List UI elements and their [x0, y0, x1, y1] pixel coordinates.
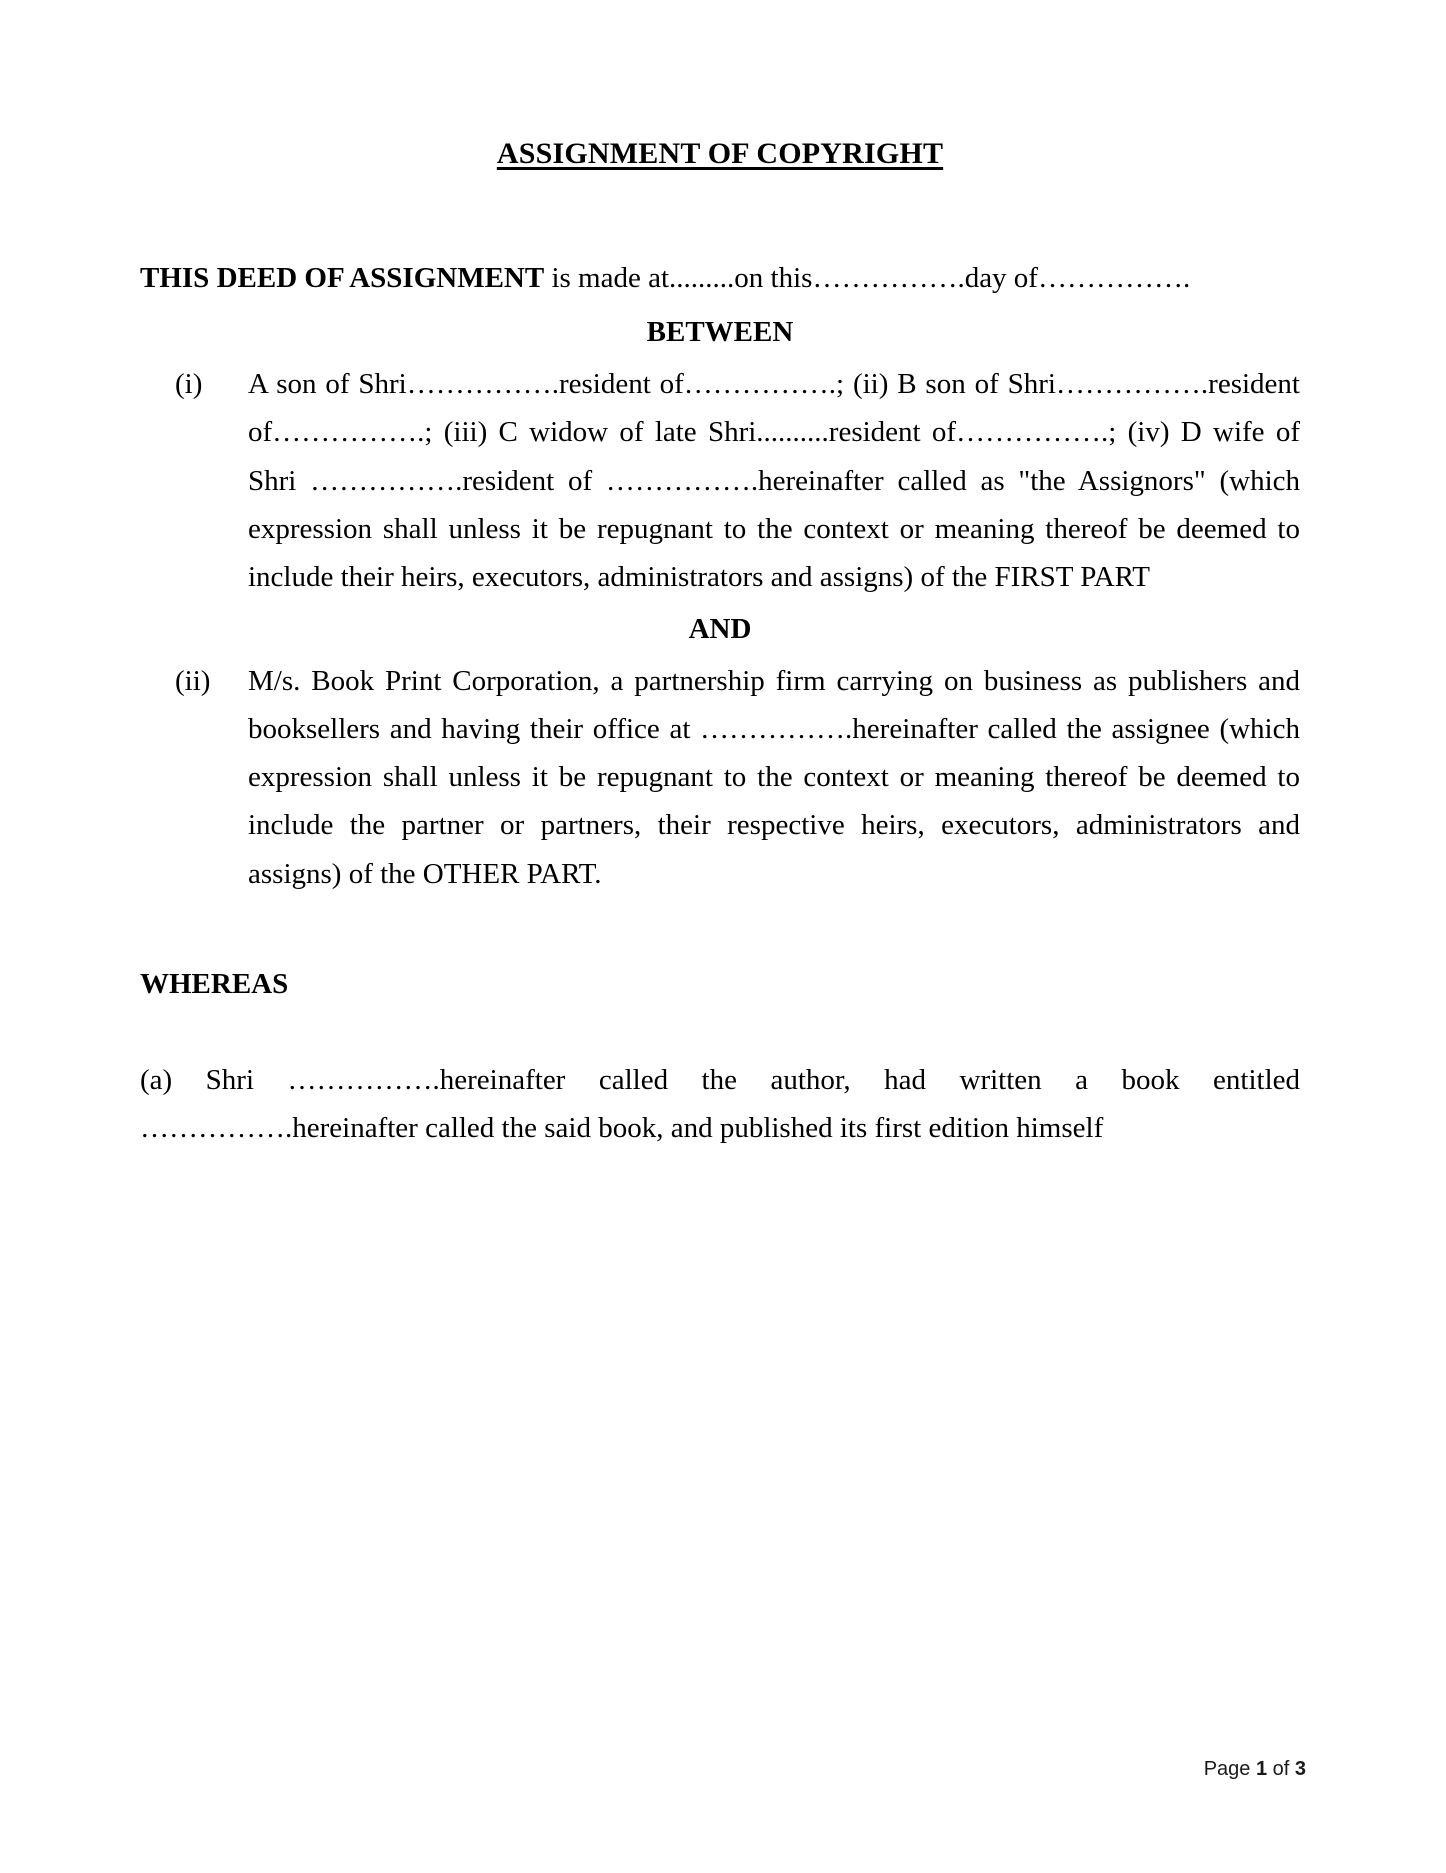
whereas-heading: WHEREAS	[140, 967, 289, 1000]
opening-paragraph	[140, 254, 1300, 302]
footer-total-pages: 3	[1294, 1758, 1306, 1780]
footer-middle: of	[1267, 1758, 1295, 1780]
opening-lead-bold: THIS DEED OF ASSIGNMENT	[140, 262, 545, 294]
party-second-text: M/s. Book Print Corporation, a partnership firm carrying on business as publishers and booksellers and having their office at …………….hereinafter called the assignee (which expression shall unless it be repugnant to the context or meaning thereof be deemed to include the partner or partners, their respective heirs, executors, administrators and assigns) of the OTHER PART.	[248, 665, 1300, 890]
party-first-text: A son of Shri…………….resident of…………….; (ii) B son of Shri…………….resident of…………….; (iii) C widow of late Shri..........resident of…………….; (iv) D wife of Shri …………….resident of …………….hereinafter called as "the Assignors" (which expression shall unless it be repugnant to the context or meaning thereof be deemed to include their heirs, executors, administrators and assigns) of the FIRST PART	[248, 368, 1300, 593]
party-first-item	[140, 360, 1300, 601]
opening-rest: is made at.........on this…………….day of…………….	[544, 262, 1191, 294]
party-first-marker: (i)	[175, 368, 203, 401]
footer-current-page: 1	[1255, 1758, 1268, 1780]
between-heading: BETWEEN	[646, 316, 794, 349]
party-second-marker: (ii)	[175, 665, 211, 697]
party-second-item	[140, 657, 1300, 898]
and-heading: AND	[688, 612, 752, 645]
recital-a-paragraph: (a) Shri …………….hereinafter called the author, had written a book entitled …………….hereinafter called the said book, and published its first edition himself	[140, 1063, 1300, 1144]
page-footer	[1204, 1758, 1306, 1781]
footer-prefix: Page	[1203, 1758, 1256, 1780]
page-title	[140, 0, 1300, 172]
page-title-text: ASSIGNMENT OF COPYRIGHT	[496, 137, 944, 170]
document-body	[140, 0, 1300, 1152]
